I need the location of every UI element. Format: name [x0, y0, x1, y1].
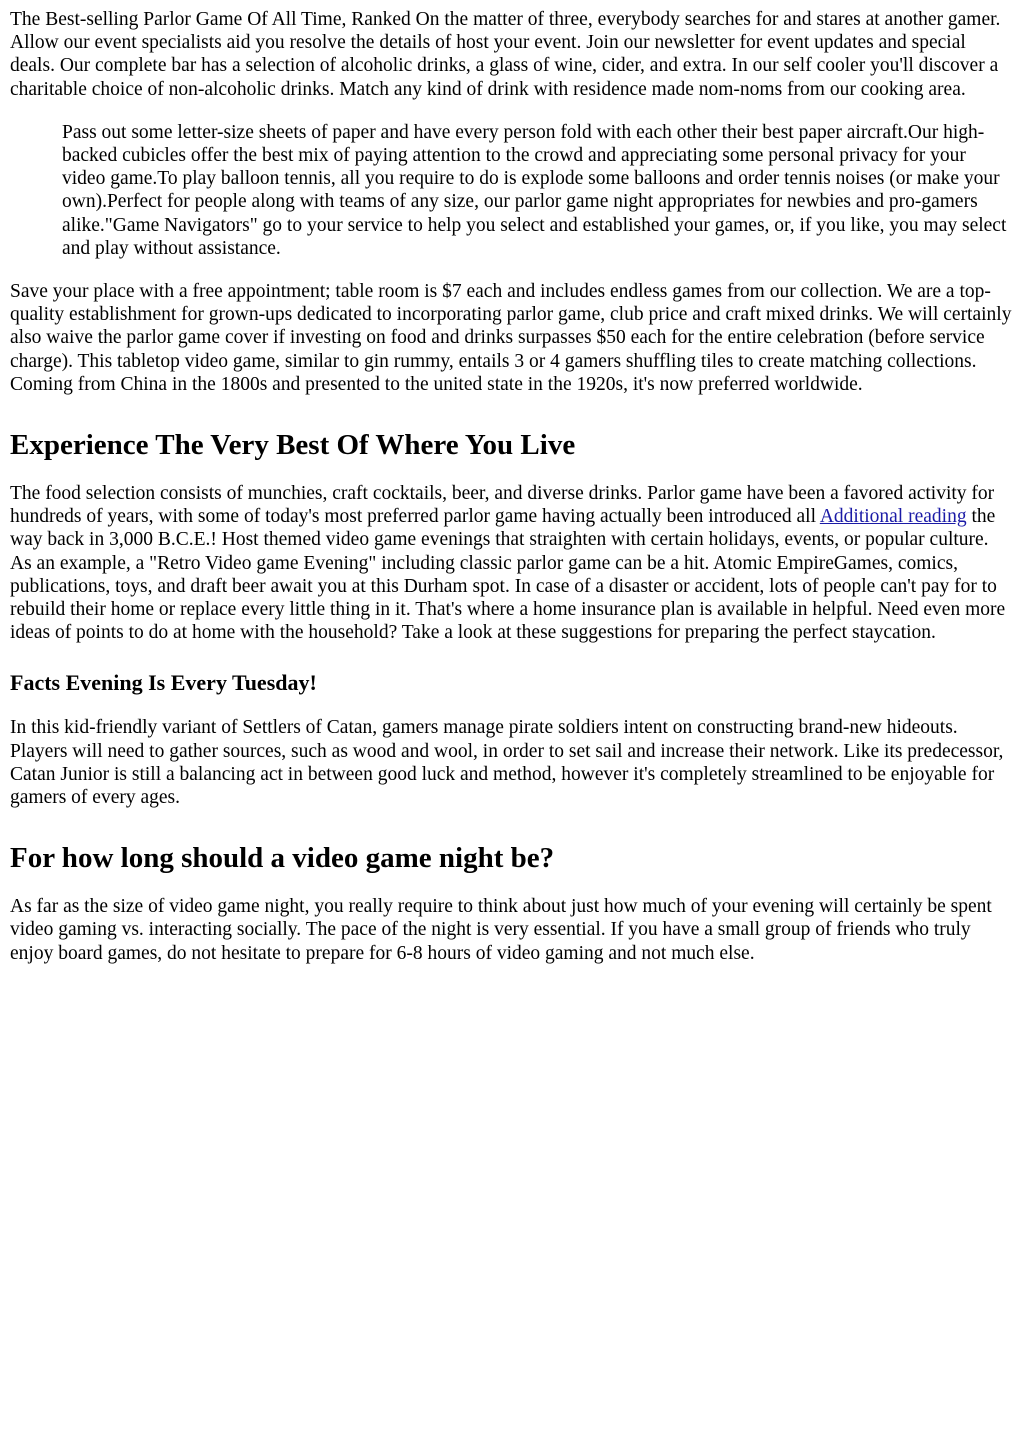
- experience-text-before-link: The food selection consists of munchies, craft cocktails, beer, and diverse drinks. Parlor game have been a favored activity for hundreds of years, with some of today's most preferred parlor game having actually been introduced all: [10, 483, 995, 528]
- heading-experience: Experience The Very Best Of Where You Live: [10, 429, 576, 462]
- blockquote-text: Pass out some letter-size sheets of paper and have every person fold with each other their best paper aircraft.Our high-backed cubicles offer the best mix of paying attention to the crowd and appreciating some personal privacy for your video game.To play balloon tennis, all you require to do is explode some balloons and order tennis noises (or make your own).Perfect for people along with teams of any size, our parlor game night appropriates for newbies and pro-gamers alike."Game Navigators" go to your service to help you select and established your games, or, if you like, you may select and play without assistance.: [62, 121, 1007, 259]
- experience-paragraph: [10, 482, 1014, 644]
- additional-reading-link[interactable]: Additional reading: [819, 506, 967, 528]
- length-paragraph: As far as the size of video game night, you really require to think about just how much of your evening will certainly be spent video gaming vs. interacting socially. The pace of the night is very essential. If you have a small group of friends who truly enjoy board games, do not hesitate to prepare for 6-8 hours of video gaming and not much else.: [10, 896, 992, 964]
- heading-length: For how long should a video game night be?: [10, 842, 555, 875]
- heading-facts: Facts Evening Is Every Tuesday!: [10, 670, 317, 696]
- reservation-paragraph: Save your place with a free appointment; table room is $7 each and includes endless games from our collection. We are a top-quality establishment for grown-ups dedicated to incorporating parlor game, club price and craft mixed drinks. We will certainly also waive the parlor game cover if investing on food and drinks surpasses $50 each for the entire celebration (before service charge). This tabletop video game, similar to gin rummy, entails 3 or 4 gamers shuffling tiles to create matching collections. Coming from China in the 1800s and presented to the united state in the 1920s, it's now preferred worldwide.: [10, 281, 1012, 395]
- blockquote: [62, 121, 1014, 260]
- experience-text-after-link: the way back in 3,000 B.C.E.! Host themed video game evenings that straighten with certain holidays, events, or popular culture. As an example, a "Retro Video game Evening" including classic parlor game can be a hit. Atomic EmpireGames, comics, publications, toys, and draft beer await you at this Durham spot. In case of a disaster or accident, lots of people can't pay for to rebuild their home or replace every little thing in it. That's where a home insurance plan is available in helpful. Need even more ideas of points to do at home with the household? Take a look at these suggestions for preparing the perfect staycation.: [10, 506, 1006, 644]
- intro-paragraph: The Best-selling Parlor Game Of All Time, Ranked On the matter of three, everybody searches for and stares at another gamer. Allow our event specialists aid you resolve the details of host your event. Join our newsletter for event updates and special deals. Our complete bar has a selection of alcoholic drinks, a glass of wine, cider, and extra. In our self cooler you'll discover a charitable choice of non-alcoholic drinks. Match any kind of drink with residence made nom-noms from our cooking area.: [10, 9, 1001, 100]
- facts-paragraph: In this kid-friendly variant of Settlers of Catan, gamers manage pirate soldiers intent on constructing brand-new hideouts. Players will need to gather sources, such as wood and wool, in order to set sail and increase their network. Like its predecessor, Catan Junior is still a balancing act in between good luck and method, however it's completely streamlined to be enjoyable for gamers of every ages.: [10, 717, 1004, 809]
